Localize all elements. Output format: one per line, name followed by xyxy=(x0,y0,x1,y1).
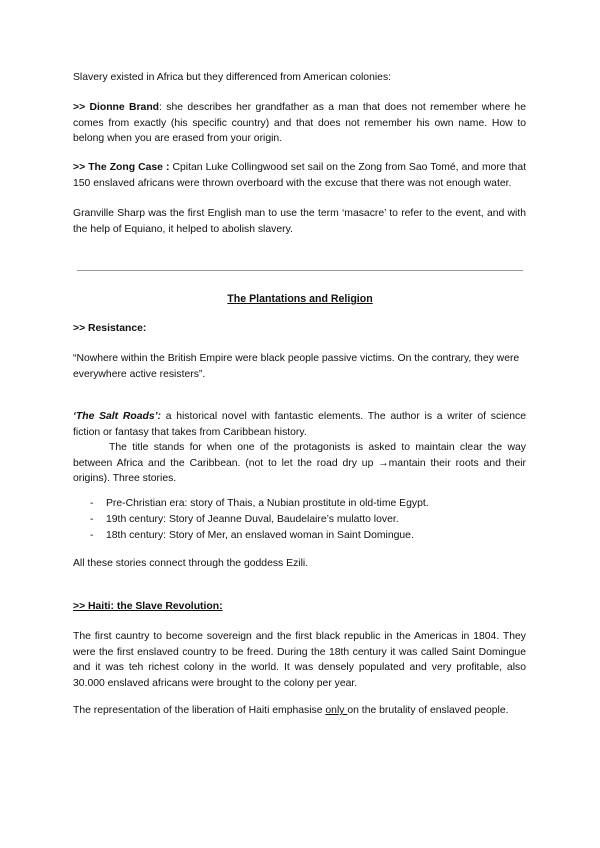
haiti-paragraph-1: The first cauntry to become sovereign and the first black republic in the Americas in 1804. They were the first enslaved country to be freed. During the 18th century it was called Saint Domingue and it was teh richest colony in the world. It was densely populated and very profitable, also 30.000 enslaved africans were brought to the colony per year. xyxy=(73,631,526,689)
resistance-quote: “Nowhere within the British Empire were black people passive victims. On the contrary, they were everywhere active resisters”. xyxy=(73,353,520,380)
story-text: 18th century: Story of Mer, an enslaved woman in Saint Domingue. xyxy=(106,530,414,541)
section-title: The Plantations and Religion xyxy=(227,293,373,305)
list-dash: - xyxy=(90,530,94,541)
haiti-p2-only: only xyxy=(325,705,348,716)
dionne-brand-paragraph xyxy=(73,100,526,147)
zong-prefix: >> xyxy=(73,162,89,173)
haiti-heading: >> Haiti: the Slave Revolution: xyxy=(73,601,223,612)
haiti-paragraph-2 xyxy=(73,703,526,719)
list-item xyxy=(73,496,526,512)
intro-paragraph: Slavery existed in Africa but they differenced from American colonies: xyxy=(73,72,392,83)
list-dash: - xyxy=(90,498,94,509)
dionne-text: she describes her grandfather as a man that does not remember where he comes from exactly (his specific country) and that does not remember his own name. How to belong when you are erased from your origin. xyxy=(73,102,526,145)
haiti-p2-before: The representation of the liberation of Haiti emphasise xyxy=(73,705,326,716)
dionne-prefix: >> xyxy=(73,102,90,113)
salt-roads-paragraph2: The title stands for when one of the protagonists is asked to maintain clear the way between Africa and the Caribbean. (not to let the road dry up →mantain their roots and their origins). Three stories. xyxy=(73,442,526,485)
list-dash: - xyxy=(90,514,94,525)
haiti-p2-after: on the brutality of enslaved people. xyxy=(347,705,509,716)
ezili-paragraph: All these stories connect through the goddess Ezili. xyxy=(73,558,309,569)
resistance-heading: >> Resistance: xyxy=(73,323,147,334)
zong-text: Cpitan Luke Collingwood set sail on the Zong from Sao Tomé, and more that 150 enslaved africans were thrown overboard with the excuse that there was not enough water. xyxy=(73,162,527,189)
salt-roads-title: ‘The Salt Roads’: xyxy=(73,411,161,422)
dionne-name: Dionne Brand xyxy=(89,102,160,113)
stories-list xyxy=(73,496,526,544)
horizontal-divider xyxy=(77,270,523,271)
zong-name: The Zong Case : xyxy=(88,162,170,173)
salt-roads-paragraph xyxy=(73,409,526,440)
salt-roads-title-meaning xyxy=(73,440,526,487)
story-text: 19th century: Story of Jeanne Duval, Baudelaire’s mulatto lover. xyxy=(106,514,399,525)
granville-sharp-paragraph: Granville Sharp was the first English man to use the term ‘masacre’ to refer to the event, and with the help of Equiano, it helped to abolish slavery. xyxy=(73,208,526,235)
salt-roads-text: a historical novel with fantastic elements. The author is a writer of science fiction or fantasy that takes from Caribbean history. xyxy=(73,411,526,438)
list-item xyxy=(73,512,526,528)
list-item xyxy=(73,528,526,544)
zong-case-paragraph xyxy=(73,160,526,191)
dionne-colon: : xyxy=(159,102,162,113)
story-text: Pre-Christian era: story of Thais, a Nubian prostitute in old-time Egypt. xyxy=(106,498,429,509)
